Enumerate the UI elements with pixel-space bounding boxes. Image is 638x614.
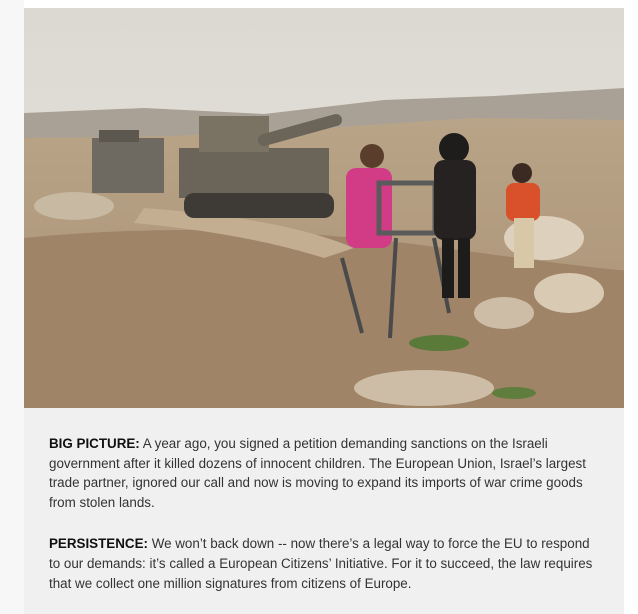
persistence-text: We won’t back down -- now there’s a legal way to force the EU to respond to our demands: it’s called a European Citizens’ Initiative. For it to succeed, the law requires that we collect one million signatures from citizens of Europe. — [49, 536, 593, 591]
hero-photo — [24, 8, 624, 408]
left-margin — [0, 0, 24, 614]
big-picture-paragraph — [49, 434, 599, 512]
photo-illustration — [24, 8, 624, 408]
big-picture-text: A year ago, you signed a petition demanding sanctions on the Israeli government after it killed dozens of innocent children. The European Union, Israel’s largest trade partner, ignored our call and now is moving to expand its imports of war crime goods from stolen lands. — [49, 436, 586, 510]
persistence-lead: PERSISTENCE: — [49, 536, 148, 552]
big-picture-lead: BIG PICTURE: — [49, 436, 140, 451]
persistence-paragraph — [49, 534, 599, 593]
intro-text — [24, 408, 624, 614]
